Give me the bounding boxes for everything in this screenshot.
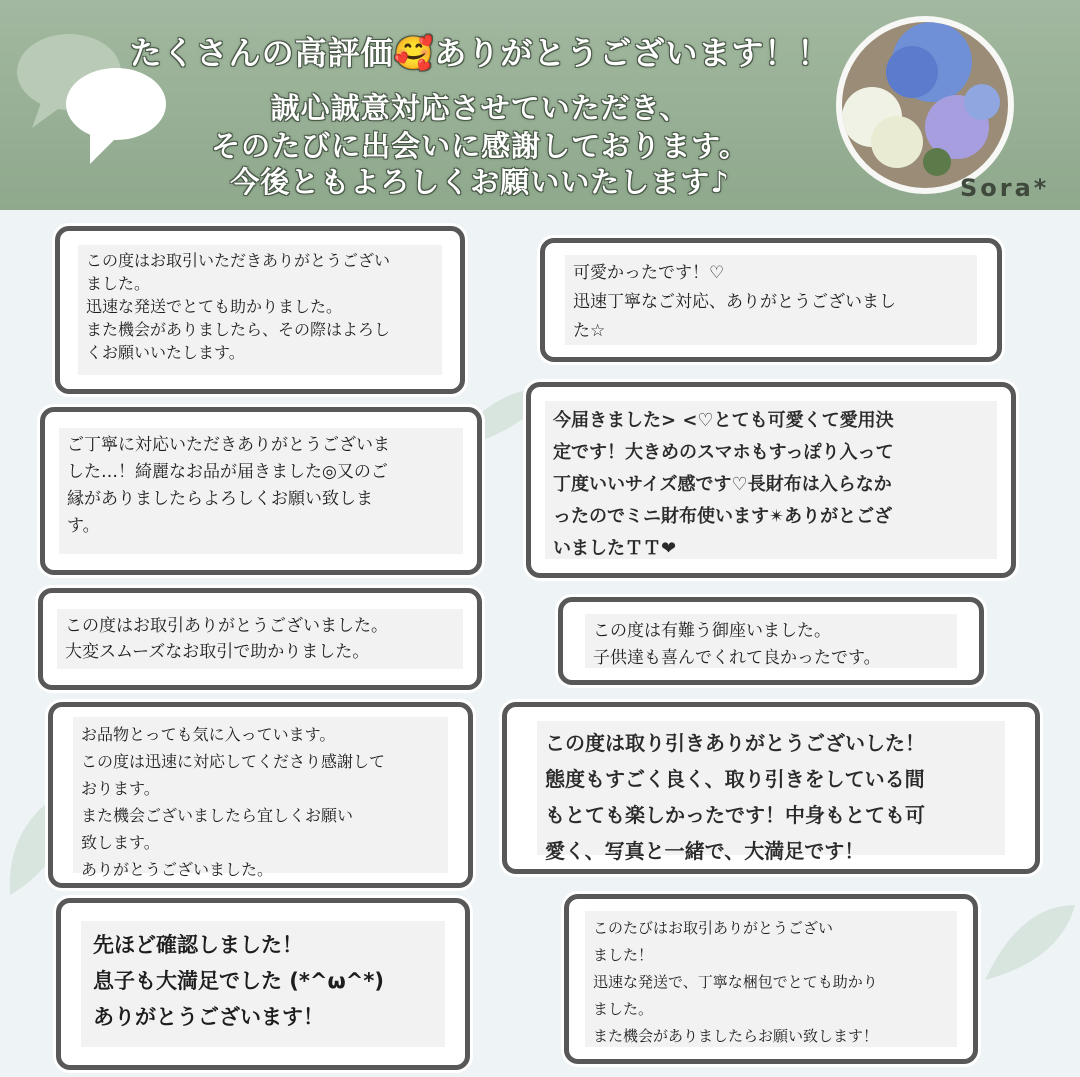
review-text: この度はお取引いただきありがとうござい ました。 迅速な発送でとても助かりました。 また機会がありましたら、その際はよろし くお願いいたします。 [78,245,442,375]
review-text: この度はお取引ありがとうございました。 大変スムーズなお取引で助かりました。 [57,609,463,669]
review-card [564,894,978,1064]
review-card [558,597,984,685]
hydrangea-photo [842,22,1008,188]
review-text: 今届きました> <♡とても可愛くて愛用決 定です！大きめのスマホもすっぽり入って 丁度いいサイズ感です♡長財布は入らなか ったのでミニ財布使います✴︎ありがとござ いましたＴＴ❤ [545,401,997,559]
leaf-decoration [980,900,1080,990]
avatar [836,16,1014,194]
review-text: ご丁寧に対応いただきありがとうございま した…！綺麗なお品が届きました◎又のご 縁がありましたらよろしくお願い致しま す。 [59,428,463,554]
review-card [502,702,1040,874]
review-card [48,702,473,888]
header-message-line: 誠心誠意対応させていただき、 [270,91,690,125]
author-name: Sora* [960,174,1050,202]
review-text: 可愛かったです！♡ 迅速丁寧なご対応、ありがとうございまし た☆ [565,255,977,345]
review-card [526,382,1016,578]
header-title: たくさんの高評価🥰ありがとうございます！！ [129,34,831,72]
review-card [56,898,470,1070]
review-text: このたびはお取引ありがとうござい ました！ 迅速な発送で、丁寧な梱包でとても助かり ました。 また機会がありましたらお願い致します！ [585,911,957,1047]
header-message-line: 今後ともよろしくお願いいたします♪ [230,165,730,199]
review-card [38,588,482,690]
review-card [55,226,465,394]
review-text: この度は取り引きありがとうございした！ 態度もすごく良く、取り引きをしている間 もとても楽しかったです！中身もとても可 愛く、写真と一緒で、大満足です！ [537,721,1005,855]
review-card [40,407,482,575]
header-message-line: そのたびに出会いに感謝しております。 [211,129,749,163]
review-card [540,238,1002,362]
review-text: この度は有難う御座いました。 子供達も喜んでくれて良かったです。 [585,614,957,668]
review-text: お品物とっても気に入っています。 この度は迅速に対応してくださり感謝して おります。 また機会ございましたら宜しくお願い 致します。 ありがとうございました。 [73,717,448,873]
review-text: 先ほど確認しました！ 息子も大満足でした (*^ω^*) ありがとうございます！ [81,921,445,1047]
header-banner [0,0,1080,210]
